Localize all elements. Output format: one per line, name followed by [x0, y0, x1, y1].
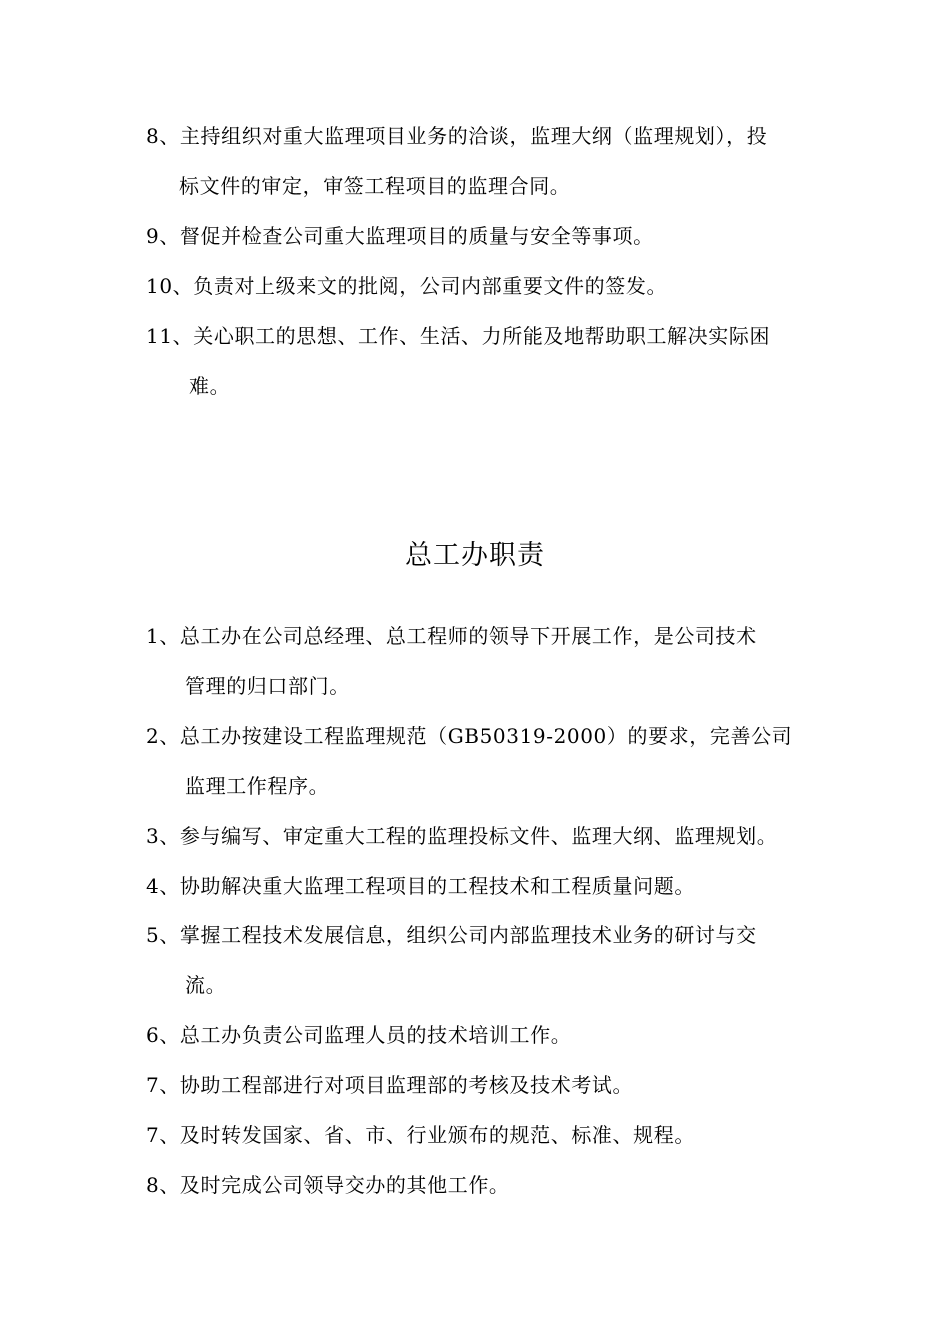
duty-1-line-2: 管理的归口部门。	[185, 674, 350, 698]
duty-5-line-2: 流。	[185, 973, 227, 997]
item-11-line-2: 难。	[189, 374, 231, 398]
duty-2-line-2: 监理工作程序。	[185, 774, 330, 798]
item-11-line-1: 11、关心职工的思想、工作、生活、力所能及地帮助职工解决实际困	[146, 324, 771, 348]
item-8-line-1: 8、主持组织对重大监理项目业务的洽谈，监理大纲（监理规划），投	[146, 124, 768, 148]
duty-7a-line-1: 7、协助工程部进行对项目监理部的考核及技术考试。	[146, 1073, 634, 1097]
duty-5-line-1: 5、掌握工程技术发展信息，组织公司内部监理技术业务的研讨与交	[146, 923, 757, 947]
section-title: 总工办职责	[405, 540, 545, 571]
duty-8-line-1: 8、及时完成公司领导交办的其他工作。	[146, 1173, 510, 1197]
duty-7b-line-1: 7、及时转发国家、省、市、行业颁布的规范、标准、规程。	[146, 1123, 695, 1147]
duty-4-line-1: 4、协助解决重大监理工程项目的工程技术和工程质量问题。	[146, 874, 695, 898]
item-9-line-1: 9、督促并检查公司重大监理项目的质量与安全等事项。	[146, 224, 654, 248]
duty-3-line-1: 3、参与编写、审定重大工程的监理投标文件、监理大纲、监理规划。	[146, 824, 778, 848]
duty-2-line-1: 2、总工办按建设工程监理规范（GB50319-2000）的要求，完善公司	[146, 724, 793, 748]
item-10-line-1: 10、负责对上级来文的批阅，公司内部重要文件的签发。	[146, 274, 668, 298]
item-8-line-2: 标文件的审定，审签工程项目的监理合同。	[179, 174, 571, 198]
duty-6-line-1: 6、总工办负责公司监理人员的技术培训工作。	[146, 1023, 572, 1047]
duty-1-line-1: 1、总工办在公司总经理、总工程师的领导下开展工作，是公司技术	[146, 624, 757, 648]
